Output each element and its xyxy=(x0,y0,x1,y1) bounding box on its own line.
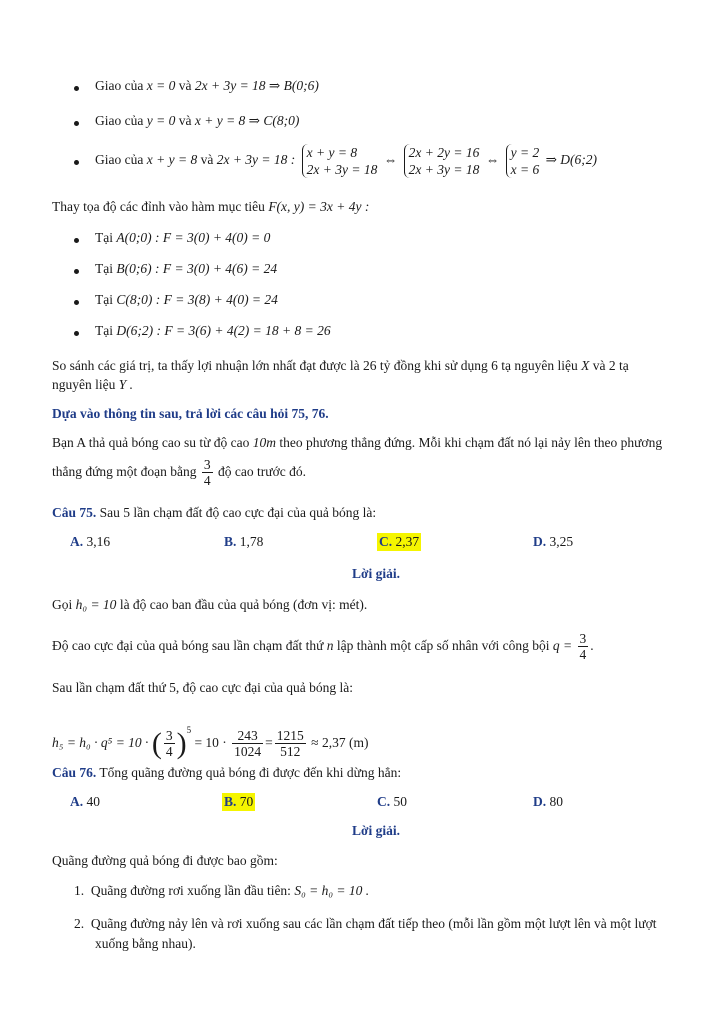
solution-line-2: Độ cao cực đại của quả bóng sau lần chạm đất thứ n lập thành một cấp số nhân với công bội q = $\frac{3}{4}$ . xyxy=(52,631,594,663)
q75-option-d[interactable]: D. 3,25 xyxy=(533,534,574,549)
vertex-prefix: Giao của xyxy=(95,152,144,167)
question-76: Câu 76. Tổng quãng đường quả bóng đi được đến khi dừng hẳn: xyxy=(52,765,402,780)
vertex-equation: 2x + 3y = 18 : xyxy=(216,152,296,167)
vertex-joiner: và xyxy=(178,78,192,93)
section-title: Dựa vào thông tin sau, trả lời các câu hỏi 75, 76. xyxy=(52,406,329,421)
context-line-2: thẳng đứng một đoạn bằng $\frac{3}{4}$ độ cao trước đó. xyxy=(52,457,306,489)
bullet-icon xyxy=(74,238,79,243)
vertex-equation: 2x + 3y = 18 ⇒ B(0;6) xyxy=(194,78,319,93)
evaluation-row: Tại D(6;2) : F = 3(6) + 4(2) = 18 + 8 = 26 xyxy=(95,323,331,338)
evaluation-row: Tại A(0;0) : F = 3(0) + 4(0) = 0 xyxy=(95,230,271,245)
q75-option-c-correct[interactable]: C. 2,37 xyxy=(379,534,420,549)
list-item-continuation: xuống bằng nhau). xyxy=(95,936,196,951)
evaluation-row: Tại B(0;6) : F = 3(0) + 4(6) = 24 xyxy=(95,261,278,276)
vertex-joiner: và xyxy=(200,152,214,167)
vertex-prefix: Giao của xyxy=(95,113,144,128)
system-result: ⇒ D(6;2) xyxy=(545,152,598,167)
vertex-line-1 xyxy=(95,77,319,95)
objective-function: F(x, y) = 3x + 4y : xyxy=(268,199,370,214)
list-item: 2. Quãng đường nảy lên và rơi xuống sau các lần chạm đất tiếp theo (mỗi lần gồm một lượt lên và một lượt xyxy=(74,916,657,931)
bullet-icon xyxy=(74,269,79,274)
evaluation-row: Tại C(8;0) : F = 3(8) + 4(0) = 24 xyxy=(95,292,278,307)
vertex-condition: y = 0 xyxy=(146,113,176,128)
equivalence-arrow: ⇔ xyxy=(485,152,500,167)
vertex-line-2 xyxy=(95,112,299,130)
solution-title: Lời giải. xyxy=(352,823,400,838)
q76-option-a[interactable]: A. 40 xyxy=(70,794,100,809)
objective-intro: Thay tọa độ các đỉnh vào hàm mục tiêu xyxy=(52,199,265,214)
vertex-joiner: và xyxy=(178,113,192,128)
question-75: Câu 75. Sau 5 lần chạm đất độ cao cực đại của quả bóng là: xyxy=(52,505,377,520)
bullet-icon xyxy=(74,300,79,305)
solution-intro: Quãng đường quả bóng đi được bao gồm: xyxy=(52,853,278,868)
equation-system-2: 2x + 2y = 16 2x + 3y = 18 xyxy=(404,144,480,178)
solution-line-3: Sau lần chạm đất thứ 5, độ cao cực đại của quả bóng là: xyxy=(52,680,354,695)
q76-option-d[interactable]: D. 80 xyxy=(533,794,563,809)
solution-title: Lời giải. xyxy=(352,566,400,581)
equation-system-1: x + y = 8 2x + 3y = 18 xyxy=(302,144,378,178)
equivalence-arrow: ⇔ xyxy=(383,152,398,167)
bullet-icon xyxy=(74,160,79,165)
vertex-condition: x + y = 8 xyxy=(146,152,198,167)
solution-formula: h₅ = h₀ · q⁵ = 10 · ( $\frac{3}{4}$ )$^5$ = 10 · $\frac{243}{1024}$ = $\frac{1215}{512}$ ≈ 2,37 (m) xyxy=(52,725,369,760)
vertex-line-3 xyxy=(95,143,597,178)
vertex-equation: x + y = 8 ⇒ C(8;0) xyxy=(194,113,300,128)
q76-option-c[interactable]: C. 50 xyxy=(377,794,407,809)
fraction: $\frac{3}{4}$ xyxy=(203,457,211,489)
equation-system-3: y = 2 x = 6 xyxy=(506,144,540,178)
bullet-icon xyxy=(74,331,79,336)
q75-option-b[interactable]: B. 1,78 xyxy=(224,534,264,549)
objective-line xyxy=(52,198,369,216)
q76-option-b-correct[interactable]: B. 70 xyxy=(224,794,254,809)
list-item: 1. Quãng đường rơi xuống lần đầu tiên: S₀ = h₀ = 10 . xyxy=(74,883,370,898)
bullet-icon xyxy=(74,121,79,126)
context-line-1: Bạn A thả quả bóng cao su từ độ cao 10m theo phương thẳng đứng. Mỗi khi chạm đất nó lại nảy lên theo phương xyxy=(52,435,663,450)
compare-line-2: nguyên liệu Y . xyxy=(52,377,134,392)
vertex-condition: x = 0 xyxy=(146,78,176,93)
vertex-prefix: Giao của xyxy=(95,78,144,93)
compare-line-1: So sánh các giá trị, ta thấy lợi nhuận lớn nhất đạt được là 26 tỷ đồng khi sử dụng 6 tạ nguyên liệu X và 2 tạ xyxy=(52,358,629,373)
bullet-icon xyxy=(74,86,79,91)
q75-option-a[interactable]: A. 3,16 xyxy=(70,534,111,549)
solution-line-1: Gọi h₀ = 10 là độ cao ban đầu của quả bóng (đơn vị: mét). xyxy=(52,597,368,612)
